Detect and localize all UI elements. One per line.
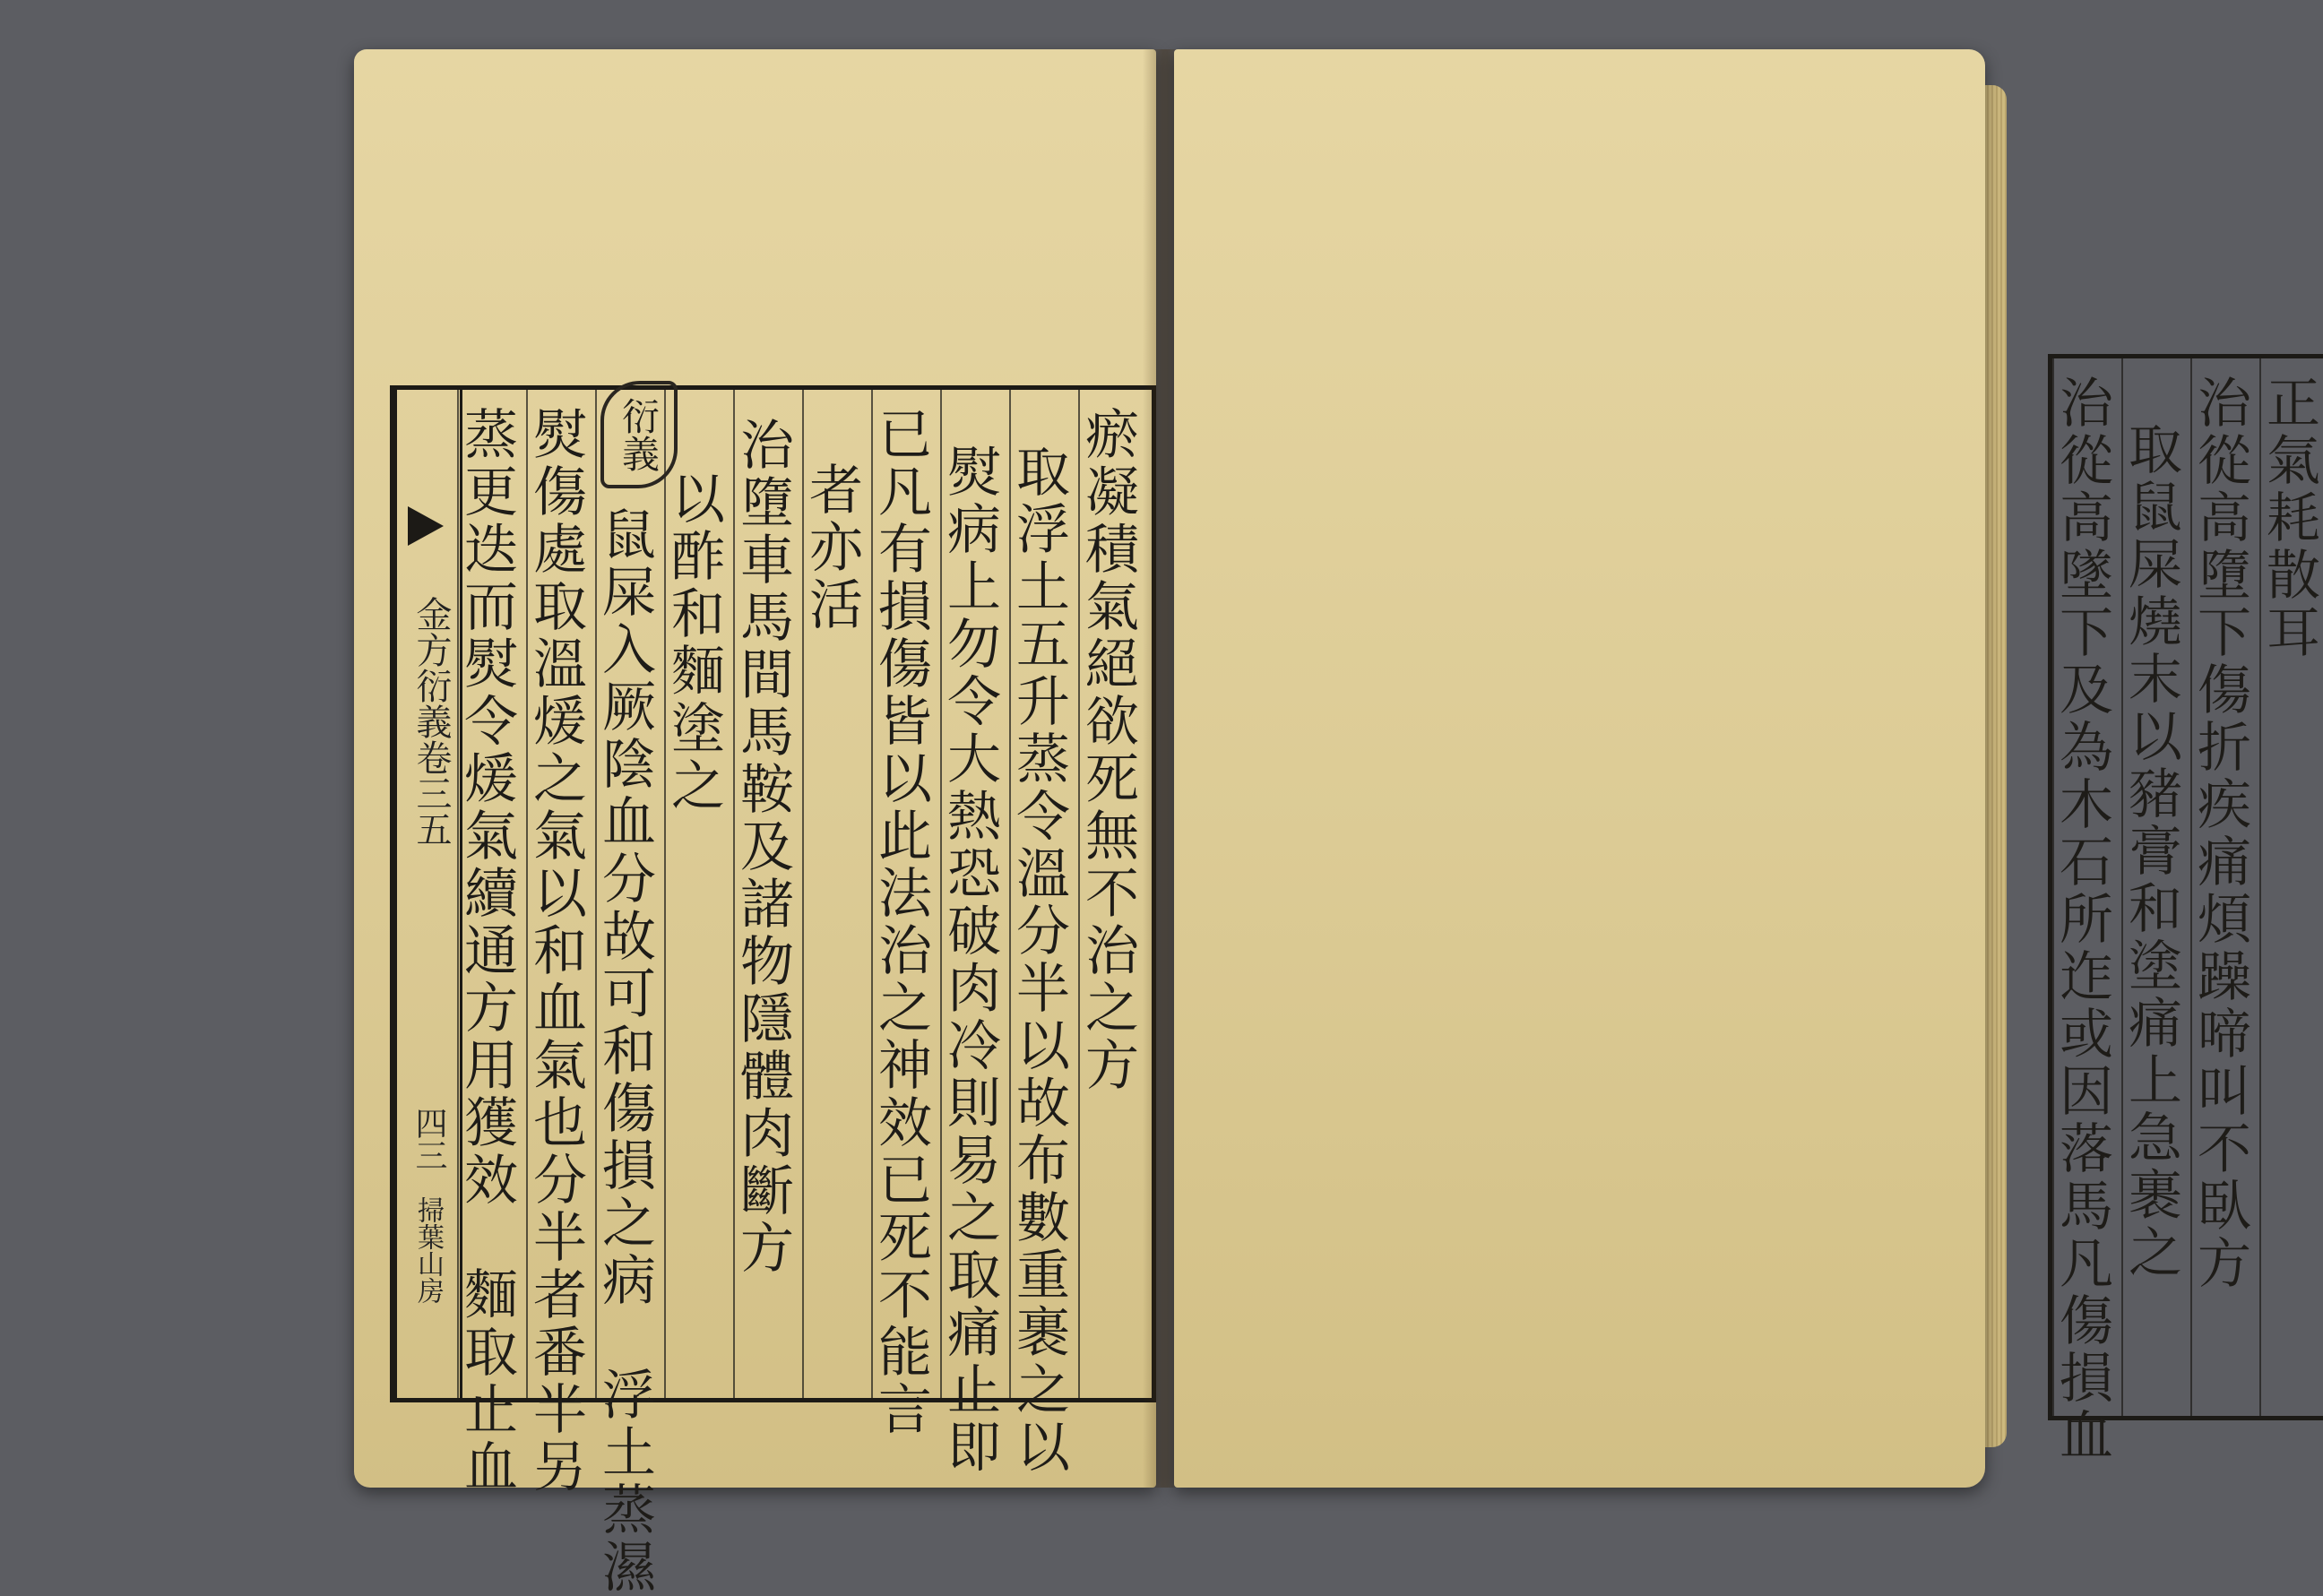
right-text-frame: [2048, 354, 2323, 1464]
left-banxin-page: 四三: [410, 1107, 447, 1171]
left-banxin-title: 金方衍義卷三五: [410, 596, 452, 847]
left-column: 蒸更迭而熨令煖氣續通方用獲效 麵取止血: [457, 390, 526, 1398]
left-column: 瘀凝積氣絕欲死無不治之方: [1078, 390, 1147, 1398]
left-banxin-publisher: 掃葉山房: [412, 1196, 444, 1304]
annotation-stamp: 衍義: [600, 381, 678, 488]
left-column: 取浮土五升蒸令溫分半以故布數重裹之以: [1009, 390, 1078, 1398]
right-page: [1174, 49, 2320, 1488]
left-page: [354, 49, 1156, 1596]
open-book: [354, 49, 2320, 1596]
left-column: 治墮車馬間馬鞍及諸物隱體肉斷方: [733, 390, 802, 1398]
left-column: 已凡有損傷皆以此法治之神效已死不能言: [871, 390, 940, 1398]
right-column: 治從高墜下及為木石所迮或因落馬凡傷損血: [2052, 358, 2121, 1416]
left-text-frame: [390, 385, 1156, 1596]
left-column: 熨病上勿令大熱恐破肉冷則易之取痛止即: [940, 390, 1009, 1398]
right-column: 治從高墮下傷折疾痛煩躁啼叫不臥方: [2190, 358, 2259, 1416]
right-column: 正氣耗散耳: [2259, 358, 2323, 1416]
left-column: 者亦活: [802, 390, 871, 1398]
right-column: 取鼠屎燒末以豬膏和塗痛上急裹之: [2121, 358, 2190, 1416]
fish-tail-icon: [408, 506, 444, 546]
left-column: 以酢和麵塗之: [664, 390, 733, 1398]
left-column: 鼠屎入厥陰血分故可和傷損之病 浮土蒸濕: [595, 390, 664, 1398]
left-column: 熨傷處取溫煖之氣以和血氣也分半者番半另: [526, 390, 595, 1398]
